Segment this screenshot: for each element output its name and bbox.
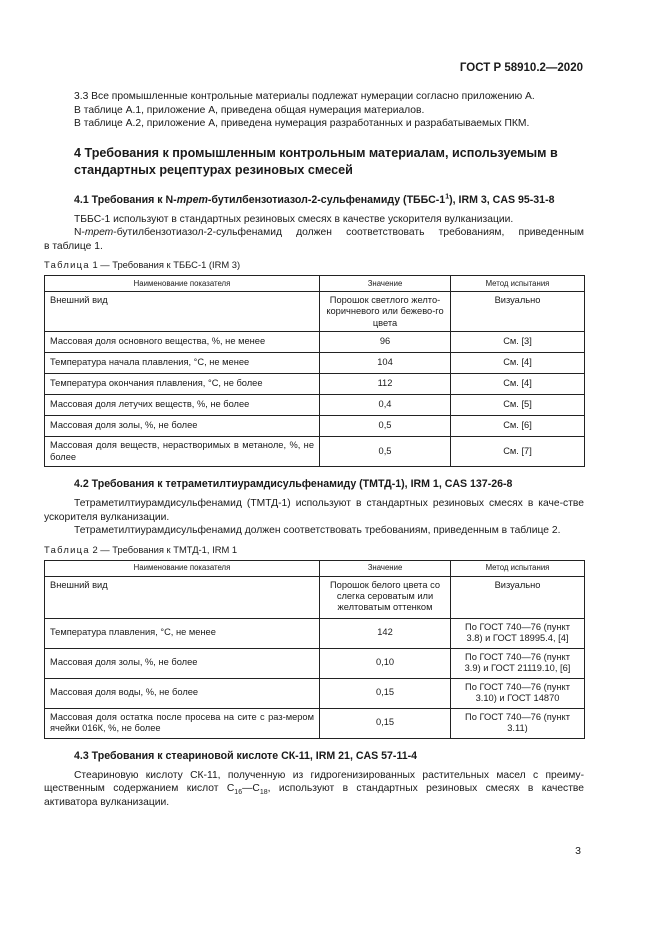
- table-cell: Массовая доля веществ, нерастворимых в метаноле, %, не более: [45, 437, 320, 467]
- paragraph-4-2-a: Тетраметилтиурамдисульфенамид (ТМТД-1) используют в стандартных резиновых смесях в каче-стве ускорителя вулканизации.: [44, 498, 584, 523]
- table-cell: 0,15: [320, 678, 451, 708]
- table-cell: 104: [320, 353, 451, 374]
- table-cell: 0,5: [320, 416, 451, 437]
- paragraph-a2: В таблице А.2, приложение А, приведена нумерация разработанных и разрабатываемых ПКМ.: [74, 118, 530, 129]
- section-4-3-title: 4.3 Требования к стеариновой кислоте СК-11, IRM 21, CAS 57-11-4: [74, 749, 418, 762]
- table-cell: По ГОСТ 740—76 (пункт 3.9) и ГОСТ 21119.10, [6]: [451, 648, 585, 678]
- table-cell: Температура начала плавления, °С, не менее: [45, 353, 320, 374]
- table-cell: Массовая доля золы, %, не более: [45, 648, 320, 678]
- table-1: [44, 275, 585, 467]
- table-cell: Внешний вид: [45, 292, 320, 332]
- table-header-row: [45, 560, 585, 576]
- table-cell: См. [6]: [451, 416, 585, 437]
- table-cell: Массовая доля воды, %, не более: [45, 678, 320, 708]
- paragraph-a1: В таблице А.1, приложение А, приведена общая нумерация материалов.: [74, 104, 425, 116]
- table-cell: Массовая доля основного вещества, %, не менее: [45, 332, 320, 353]
- table-cell: По ГОСТ 740—76 (пункт 3.11): [451, 708, 585, 738]
- table-row: [45, 332, 585, 353]
- paragraph-3-3: 3.3 Все промышленные контрольные материалы подлежат нумерации согласно приложению А.: [74, 91, 535, 102]
- section-4-title: 4 Требования к промышленным контрольным материалам, используемым в стандартных рецептурах резиновых смесей: [74, 145, 558, 177]
- table-cell: См. [5]: [451, 395, 585, 416]
- section-4-1-title: [44, 193, 584, 207]
- table-row: [45, 374, 585, 395]
- table-cell: Внешний вид: [45, 576, 320, 618]
- table-cell: 112: [320, 374, 451, 395]
- table-cell: Температура плавления, °С, не менее: [45, 618, 320, 648]
- column-header: Значение: [320, 276, 451, 292]
- table-cell: См. [7]: [451, 437, 585, 467]
- table-cell: Визуально: [451, 576, 585, 618]
- table-row: [45, 576, 585, 618]
- title-part: -бутилбензотиазол-2-сульфенамиду (ТББС-1: [207, 193, 446, 206]
- table-cell: 0,15: [320, 708, 451, 738]
- table-cell: 0,10: [320, 648, 451, 678]
- table-cell: См. [3]: [451, 332, 585, 353]
- table-cell: Порошок белого цвета со слегка сероватым или желтоватым оттенком: [320, 576, 451, 618]
- table-row: [45, 648, 585, 678]
- table-row: [45, 416, 585, 437]
- table-row: [45, 618, 585, 648]
- column-header: Значение: [320, 560, 451, 576]
- table-header-row: [45, 276, 585, 292]
- paragraph-4-1-b-cont: в таблице 1.: [44, 240, 103, 252]
- table-row: [45, 353, 585, 374]
- page-number: 3: [575, 845, 581, 857]
- title-part: 4.1 Требования к N-: [74, 193, 177, 206]
- page-content: [44, 90, 584, 809]
- table-cell: По ГОСТ 740—76 (пункт 3.10) и ГОСТ 14870: [451, 678, 585, 708]
- table-row: [45, 292, 585, 332]
- table-cell: См. [4]: [451, 374, 585, 395]
- table-2-caption: Таблица 2 — Требования к ТМТД-1, IRM 1: [44, 543, 238, 555]
- table-cell: Массовая доля остатка после просева на сите с раз-мером ячейки 016К, %, не более: [45, 708, 320, 738]
- table-row: [45, 395, 585, 416]
- table-row: [45, 437, 585, 467]
- column-header: Наименование показателя: [45, 276, 320, 292]
- table-cell: Массовая доля золы, %, не более: [45, 416, 320, 437]
- column-header: Метод испытания: [451, 276, 585, 292]
- column-header: Наименование показателя: [45, 560, 320, 576]
- table-cell: 142: [320, 618, 451, 648]
- title-part: ), IRM 3, CAS 95-31-8: [449, 193, 555, 206]
- table-1-caption: Таблица 1 — Требования к ТББС-1 (IRM 3): [44, 259, 241, 270]
- table-cell: Визуально: [451, 292, 585, 332]
- table-2: [44, 560, 585, 739]
- table-cell: 0,4: [320, 395, 451, 416]
- footnote-mark: 1: [445, 192, 450, 200]
- table-cell: 0,5: [320, 437, 451, 467]
- column-header: Метод испытания: [451, 560, 585, 576]
- title-italic: трет: [176, 193, 208, 206]
- table-cell: По ГОСТ 740—76 (пункт 3.8) и ГОСТ 18995.4, [4]: [451, 618, 585, 648]
- paragraph-4-1-a: ТББС-1 используют в стандартных резиновых смесях в качестве ускорителя вулканизации.: [74, 213, 514, 225]
- table-row: [45, 708, 585, 738]
- document-id: ГОСТ Р 58910.2—2020: [459, 62, 583, 74]
- table-cell: Температура окончания плавления, °С, не более: [45, 374, 320, 395]
- paragraph-4-2-b: Тетраметилтиурамдисульфенамид должен соответствовать требованиям, приведенным в таблице 2.: [74, 525, 561, 536]
- table-cell: См. [4]: [451, 353, 585, 374]
- table-cell: Массовая доля летучих веществ, %, не более: [45, 395, 320, 416]
- table-row: [45, 678, 585, 708]
- table-cell: Порошок светлого желто-коричневого или бежево-го цвета: [320, 292, 451, 332]
- paragraph-4-3: Стеариновую кислоту СК-11, полученную из гидрогенизированных растительных масел с преиму-щественным содержанием кислот $С_{16}—С_{18}$, используют в стандартных резиновых смесях в качестве активатора вулканизации.: [44, 769, 584, 808]
- table-cell: 96: [320, 332, 451, 353]
- paragraph-4-1-b: N-трет-бутилбензотиазол-2-сульфенамид должен соответствовать требованиям, приведенным: [74, 227, 584, 238]
- section-4-2-title: 4.2 Требования к тетраметилтиурамдисульфенамиду (ТМТД-1), IRM 1, CAS 137-26-8: [74, 478, 513, 490]
